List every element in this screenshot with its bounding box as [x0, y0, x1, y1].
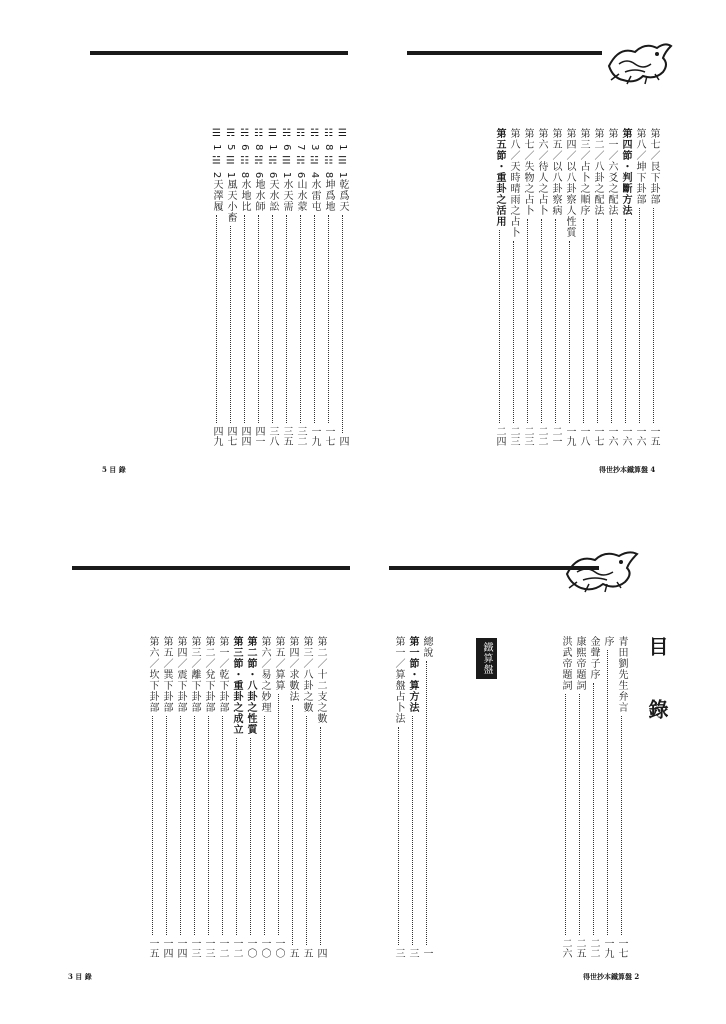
toc-list [145, 636, 327, 958]
toc-entry-title: 第四／震下卦部 [175, 636, 186, 713]
toc-entry [600, 636, 614, 958]
dot-leader [300, 215, 301, 423]
toc-list-front [558, 636, 628, 958]
dot-leader [278, 694, 279, 935]
toc-entry-page: 一七 [592, 426, 603, 446]
toc-list [492, 128, 660, 446]
dot-leader [258, 215, 259, 423]
toc-entry-page: 一六 [620, 426, 631, 446]
toc-entry-title: 第六／坎下卦部 [147, 636, 158, 713]
toc-entry [257, 636, 271, 958]
toc-entry [604, 128, 618, 446]
toc-entry-title: 第三／八卦之數 [301, 636, 312, 713]
dot-leader [579, 694, 580, 935]
dot-leader [583, 219, 584, 423]
toc-entry-page: 一七 [323, 426, 334, 446]
toc-entry-title: 第八／天時晴雨之占卜 [508, 128, 519, 238]
toc-entry-page: 三二 [295, 426, 306, 446]
page-title: 目 錄 [645, 636, 669, 737]
dot-leader [180, 716, 181, 935]
toc-entry-title: 第五節・重卦之活用 [494, 128, 505, 227]
toc-entry [548, 128, 562, 446]
dot-leader [513, 241, 514, 423]
toc-entry [572, 636, 586, 958]
header-rule [72, 566, 350, 570]
toc-entry-title: 青田劉先生弁言 [616, 636, 627, 713]
dot-leader [653, 208, 654, 423]
dot-leader [286, 215, 287, 423]
toc-entry [229, 636, 243, 958]
toc-entry-page: 一六 [606, 426, 617, 446]
toc-entry [558, 636, 572, 958]
toc-entry-page: 一九 [602, 938, 613, 958]
toc-entry-page: 二三 [522, 426, 533, 446]
toc-list-main [391, 636, 433, 958]
toc-entry [243, 636, 257, 958]
toc-entry-title: 第一／六爻之配法 [606, 128, 617, 216]
dragon-logo-icon [605, 36, 673, 86]
dot-leader [398, 727, 399, 945]
hexagram-symbol: ☰ 1 ☰ 1 [337, 128, 348, 180]
toc-entry [632, 128, 646, 446]
toc-entry-page: 四四 [239, 426, 250, 446]
toc-entry-title: 第六／待人之占卜 [536, 128, 547, 216]
toc-entry [321, 128, 335, 446]
dot-leader [541, 219, 542, 423]
toc-entry-page: 一二 [231, 938, 242, 958]
toc-entry-page: 三 [393, 948, 404, 958]
toc-entry-title: 第二節・八卦之性質 [245, 636, 256, 735]
toc-entry-page: 三 [407, 948, 418, 958]
toc-entry-title: 水雷屯 [309, 179, 320, 213]
toc-entry [159, 636, 173, 958]
toc-entry-page: 一三 [189, 938, 200, 958]
toc-entry-title: 風天小畜 [225, 179, 236, 224]
toc-entry-title: 第二／兌下卦部 [203, 636, 214, 713]
toc-entry-title: 金聲子序 [588, 636, 599, 680]
dot-leader [272, 215, 273, 423]
toc-entry [335, 128, 349, 446]
folio: 3 目 錄 [68, 972, 92, 981]
toc-entry [201, 636, 215, 958]
dot-leader [527, 219, 528, 423]
toc-entry-page: 一〇 [273, 938, 284, 958]
toc-entry-title: 山水蒙 [295, 179, 306, 213]
folio: 得世抄本鐵算盤 2 [583, 972, 640, 981]
dot-leader [152, 716, 153, 935]
toc-entry-title: 第二／八卦之配法 [592, 128, 603, 216]
toc-entry-page: 二二 [588, 938, 599, 958]
dot-leader [426, 661, 427, 945]
hexagram-symbol: ☷ 8 ☵ 6 [253, 128, 264, 180]
dot-leader [621, 716, 622, 935]
dragon-logo-icon [563, 544, 639, 594]
toc-entry [215, 636, 229, 958]
toc-entry [313, 636, 327, 958]
toc-entry-page: 一四 [175, 938, 186, 958]
toc-entry [223, 128, 237, 446]
toc-entry [586, 636, 600, 958]
hexagram-symbol: ☴ 5 ☰ 1 [225, 128, 236, 180]
toc-entry-page: 一 [421, 948, 432, 958]
dot-leader [597, 219, 598, 423]
hexagram-symbol: ☵ 6 ☰ 1 [281, 128, 292, 180]
dot-leader [264, 716, 265, 935]
toc-entry [590, 128, 604, 446]
toc-entry-title: 第五／巽下卦部 [161, 636, 172, 713]
toc-entry-page: 三八 [267, 426, 278, 446]
toc-entry [492, 128, 506, 446]
toc-entry-title: 第四節・判斷方法 [620, 128, 631, 216]
toc-entry-title: 第三／離下卦部 [189, 636, 200, 713]
dot-leader [320, 727, 321, 945]
hexagram-symbol: ☰ 1 ☵ 6 [267, 128, 278, 180]
toc-entry-title: 地水師 [253, 179, 264, 213]
toc-entry [614, 636, 628, 958]
page-3 [0, 512, 363, 1024]
dot-leader [216, 215, 217, 423]
hexagram-symbol: ☰ 1 ☱ 2 [211, 128, 222, 180]
toc-entry-page: 一〇 [245, 938, 256, 958]
toc-entry-page: 二二 [536, 426, 547, 446]
hexagram-symbol: ☶ 7 ☵ 6 [295, 128, 306, 180]
dot-leader [314, 215, 315, 423]
hexagram-symbol: ☷ 8 ☷ 8 [323, 128, 334, 180]
toc-entry-page: 一〇 [259, 938, 270, 958]
toc-entry [307, 128, 321, 446]
toc-entry-page: 三五 [281, 426, 292, 446]
toc-entry [271, 636, 285, 958]
toc-entry [209, 128, 223, 446]
toc-entry-title: 水地比 [239, 179, 250, 213]
header-rule [90, 51, 348, 55]
toc-entry-page: 五 [287, 948, 298, 958]
dot-leader [565, 694, 566, 935]
toc-entry [391, 636, 405, 958]
section-label: 鐵算盤 [476, 638, 497, 679]
toc-entry-title: 第三節・重卦之成立 [231, 636, 242, 735]
toc-entry [251, 128, 265, 446]
toc-entry [285, 636, 299, 958]
toc-entry-page: 一九 [564, 426, 575, 446]
page-4 [363, 0, 726, 512]
toc-entry-title: 天澤履 [211, 179, 222, 213]
toc-entry-title: 康熙帝題詞 [574, 636, 585, 691]
toc-entry [646, 128, 660, 446]
page-5 [0, 0, 363, 512]
toc-entry-page: 一七 [616, 938, 627, 958]
dot-leader [625, 219, 626, 423]
toc-list [209, 128, 349, 446]
header-rule [407, 51, 602, 55]
dot-leader [166, 716, 167, 935]
toc-entry [576, 128, 590, 446]
dot-leader [208, 716, 209, 935]
toc-entry-page: 一九 [309, 426, 320, 446]
toc-entry-page: 四 [337, 436, 348, 446]
toc-entry-title: 洪武帝題詞 [560, 636, 571, 691]
toc-entry-title: 第三／占卜之順序 [578, 128, 589, 216]
toc-entry [534, 128, 548, 446]
dot-leader [611, 219, 612, 423]
toc-entry-title: 第五／算算 [273, 636, 284, 691]
toc-entry-page: 二六 [560, 938, 571, 958]
toc-entry-title: 第四／以八卦察人性質 [564, 128, 575, 238]
toc-entry [265, 128, 279, 446]
dot-leader [306, 716, 307, 945]
toc-entry-title: 第一／乾下卦部 [217, 636, 228, 713]
dot-leader [412, 716, 413, 945]
dot-leader [194, 716, 195, 935]
hexagram-symbol: ☵ 3 ☳ 4 [309, 128, 320, 180]
dot-leader [244, 215, 245, 423]
toc-entry-title: 天水訟 [267, 179, 278, 213]
toc-entry-page: 四一 [253, 426, 264, 446]
toc-entry [405, 636, 419, 958]
toc-entry-title: 第五／以八卦察病 [550, 128, 561, 216]
dot-leader [230, 226, 231, 423]
toc-entry-page: 一六 [634, 426, 645, 446]
toc-entry-title: 第八／坤下卦部 [634, 128, 645, 205]
toc-entry-page: 二三 [508, 426, 519, 446]
folio: 5 目 錄 [102, 465, 126, 474]
toc-entry-title: 第七／艮下卦部 [648, 128, 659, 205]
toc-entry-title: 第二／十二支之數 [315, 636, 326, 724]
toc-entry [237, 128, 251, 446]
toc-entry-title: 總說 [421, 636, 432, 658]
toc-entry [279, 128, 293, 446]
toc-entry-page: 五 [301, 948, 312, 958]
dot-leader [328, 215, 329, 423]
toc-entry-page: 一五 [147, 938, 158, 958]
toc-entry [293, 128, 307, 446]
toc-entry-title: 第四／求數法 [287, 636, 298, 702]
dot-leader [593, 683, 594, 935]
toc-entry [419, 636, 433, 958]
toc-entry [187, 636, 201, 958]
toc-entry-title: 序 [602, 636, 613, 647]
dot-leader [222, 716, 223, 935]
toc-entry-page: 一八 [578, 426, 589, 446]
toc-entry-page: 四 [315, 948, 326, 958]
toc-entry-page: 一二 [217, 938, 228, 958]
toc-entry [506, 128, 520, 446]
folio: 得世抄本鐵算盤 4 [599, 465, 656, 474]
hexagram-symbol: ☵ 6 ☷ 8 [239, 128, 250, 180]
toc-entry-title: 第一／算盤占卜法 [393, 636, 404, 724]
toc-entry-page: 二五 [574, 938, 585, 958]
toc-entry-title: 乾爲天 [337, 179, 348, 213]
toc-entry-title: 第六／易之妙理 [259, 636, 270, 713]
page-2 [363, 512, 726, 1024]
toc-entry [520, 128, 534, 446]
toc-entry-page: 四七 [225, 426, 236, 446]
dot-leader [555, 219, 556, 423]
toc-entry [562, 128, 576, 446]
toc-entry [173, 636, 187, 958]
dot-leader [250, 738, 251, 935]
toc-entry [618, 128, 632, 446]
toc-entry-title: 水天需 [281, 179, 292, 213]
toc-entry [299, 636, 313, 958]
dot-leader [499, 230, 500, 423]
dot-leader [639, 208, 640, 423]
dot-leader [569, 241, 570, 423]
toc-entry-page: 一五 [648, 426, 659, 446]
dot-leader [342, 215, 343, 433]
toc-entry-page: 二一 [550, 426, 561, 446]
toc-entry-page: 二四 [494, 426, 505, 446]
toc-entry [145, 636, 159, 958]
toc-entry-title: 第七／失物之占卜 [522, 128, 533, 216]
toc-entry-title: 坤爲地 [323, 179, 334, 213]
toc-entry-page: 四九 [211, 426, 222, 446]
dot-leader [236, 738, 237, 935]
toc-entry-page: 一三 [203, 938, 214, 958]
toc-entry-title: 第一節・算方法 [407, 636, 418, 713]
dot-leader [292, 705, 293, 945]
toc-entry-page: 一四 [161, 938, 172, 958]
dot-leader [607, 650, 608, 935]
